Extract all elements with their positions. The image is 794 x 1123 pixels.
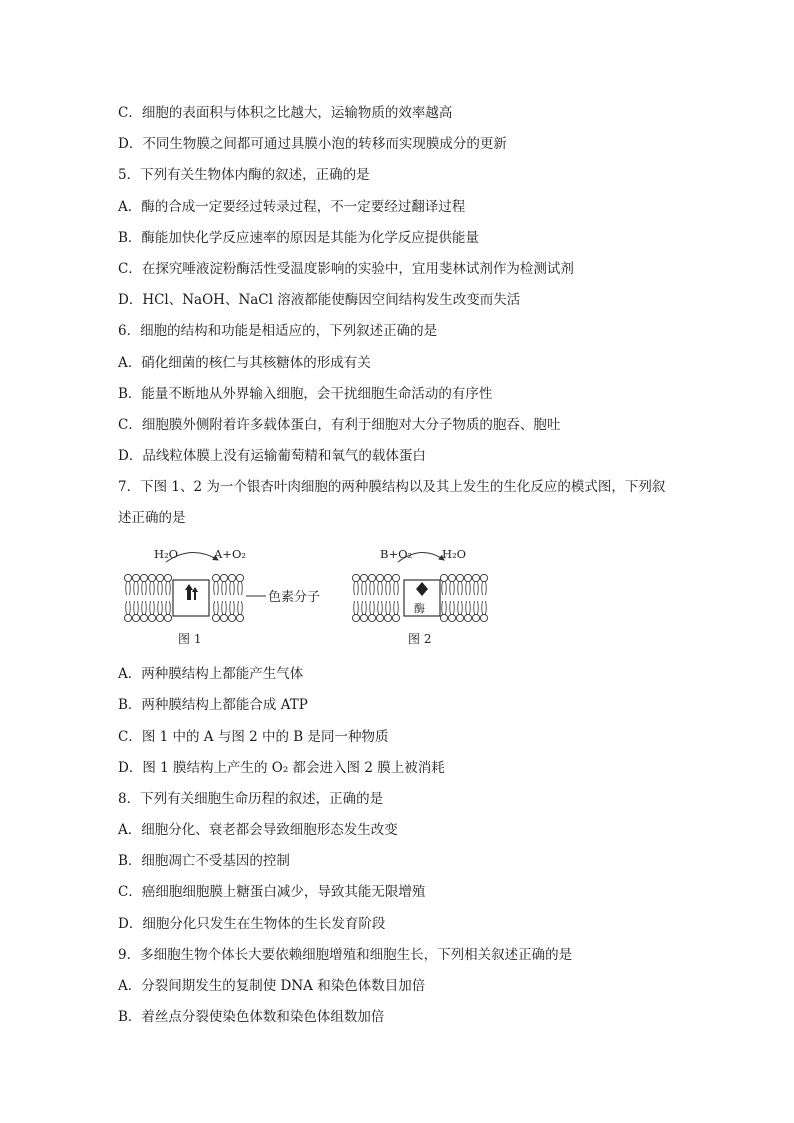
fig2-right-label: H₂O [442,547,467,561]
text-line: D．图 1 膜结构上产生的 O₂ 都会进入图 2 膜上被消耗 [118,760,445,776]
text-line: C．在探究唾液淀粉酶活性受温度影响的实验中，宜用斐林试剂作为检测试剂 [118,261,574,277]
figure-1 [124,547,320,646]
text-line: C．细胞膜外侧附着许多载体蛋白，有利于细胞对大分子物质的胞吞、胞吐 [118,417,561,433]
text-line: A．硝化细菌的核仁与其核糖体的形成有关 [118,355,371,371]
text-line: 7．下图 1、2 为一个银杏叶肉细胞的两种膜结构以及其上发生的生化反应的模式图，下列叙 [118,479,666,495]
figure-2 [352,547,487,646]
text-line: B．能量不断地从外界输入细胞，会干扰细胞生命活动的有序性 [118,386,493,402]
text-line: C．癌细胞细胞膜上糖蛋白减少，导致其能无限增殖 [118,884,426,900]
text-line: D．HCl、NaOH、NaCl 溶液都能使酶因空间结构发生改变而失活 [118,292,521,308]
text-line: B．酶能加快化学反应速率的原因是其能为化学反应提供能量 [118,230,479,246]
fig1-caption: 图 1 [178,632,202,646]
text-line: A．分裂间期发生的复制使 DNA 和染色体数目加倍 [118,978,426,994]
text-line: C．细胞的表面积与体积之比越大，运输物质的效率越高 [118,105,453,121]
text-line: A．两种膜结构上都能产生气体 [118,666,304,682]
text-line: 5．下列有关生物体内酶的叙述，正确的是 [118,167,370,183]
text-line: 6．细胞的结构和功能是相适应的，下列叙述正确的是 [118,323,438,339]
fig2-left-label: B+O₂ [380,547,413,561]
fig2-caption: 图 2 [408,632,432,646]
pigment-label: 色素分子 [268,590,321,605]
text-line: C．图 1 中的 A 与图 2 中的 B 是同一种物质 [118,729,389,745]
text-line: 8．下列有关细胞生命历程的叙述，正确的是 [118,791,384,807]
text-line: A．酶的合成一定要经过转录过程，不一定要经过翻译过程 [118,199,466,215]
membrane-figure [118,540,498,652]
text-line: B．两种膜结构上都能合成 ATP [118,697,308,713]
fig1-right-label: A+O₂ [214,547,246,561]
text-line: D．品线粒体膜上没有运输葡萄精和氧气的载体蛋白 [118,448,426,464]
text-line: 述正确的是 [118,510,186,526]
fig1-left-label: H₂O [154,547,179,561]
text-line: B．着丝点分裂使染色体数和染色体组数加倍 [118,1009,385,1025]
text-line: D．细胞分化只发生在生物体的生长发育阶段 [118,916,386,932]
text-line: D．不同生物膜之间都可通过具膜小泡的转移而实现膜成分的更新 [118,136,507,152]
text-line: 9．多细胞生物个体长大要依赖细胞增殖和细胞生长，下列相关叙述正确的是 [118,947,573,963]
enzyme-label: 酶 [414,602,425,615]
text-line: A．细胞分化、衰老都会导致细胞形态发生改变 [118,822,398,838]
text-line: B．细胞凋亡不受基因的控制 [118,853,290,869]
